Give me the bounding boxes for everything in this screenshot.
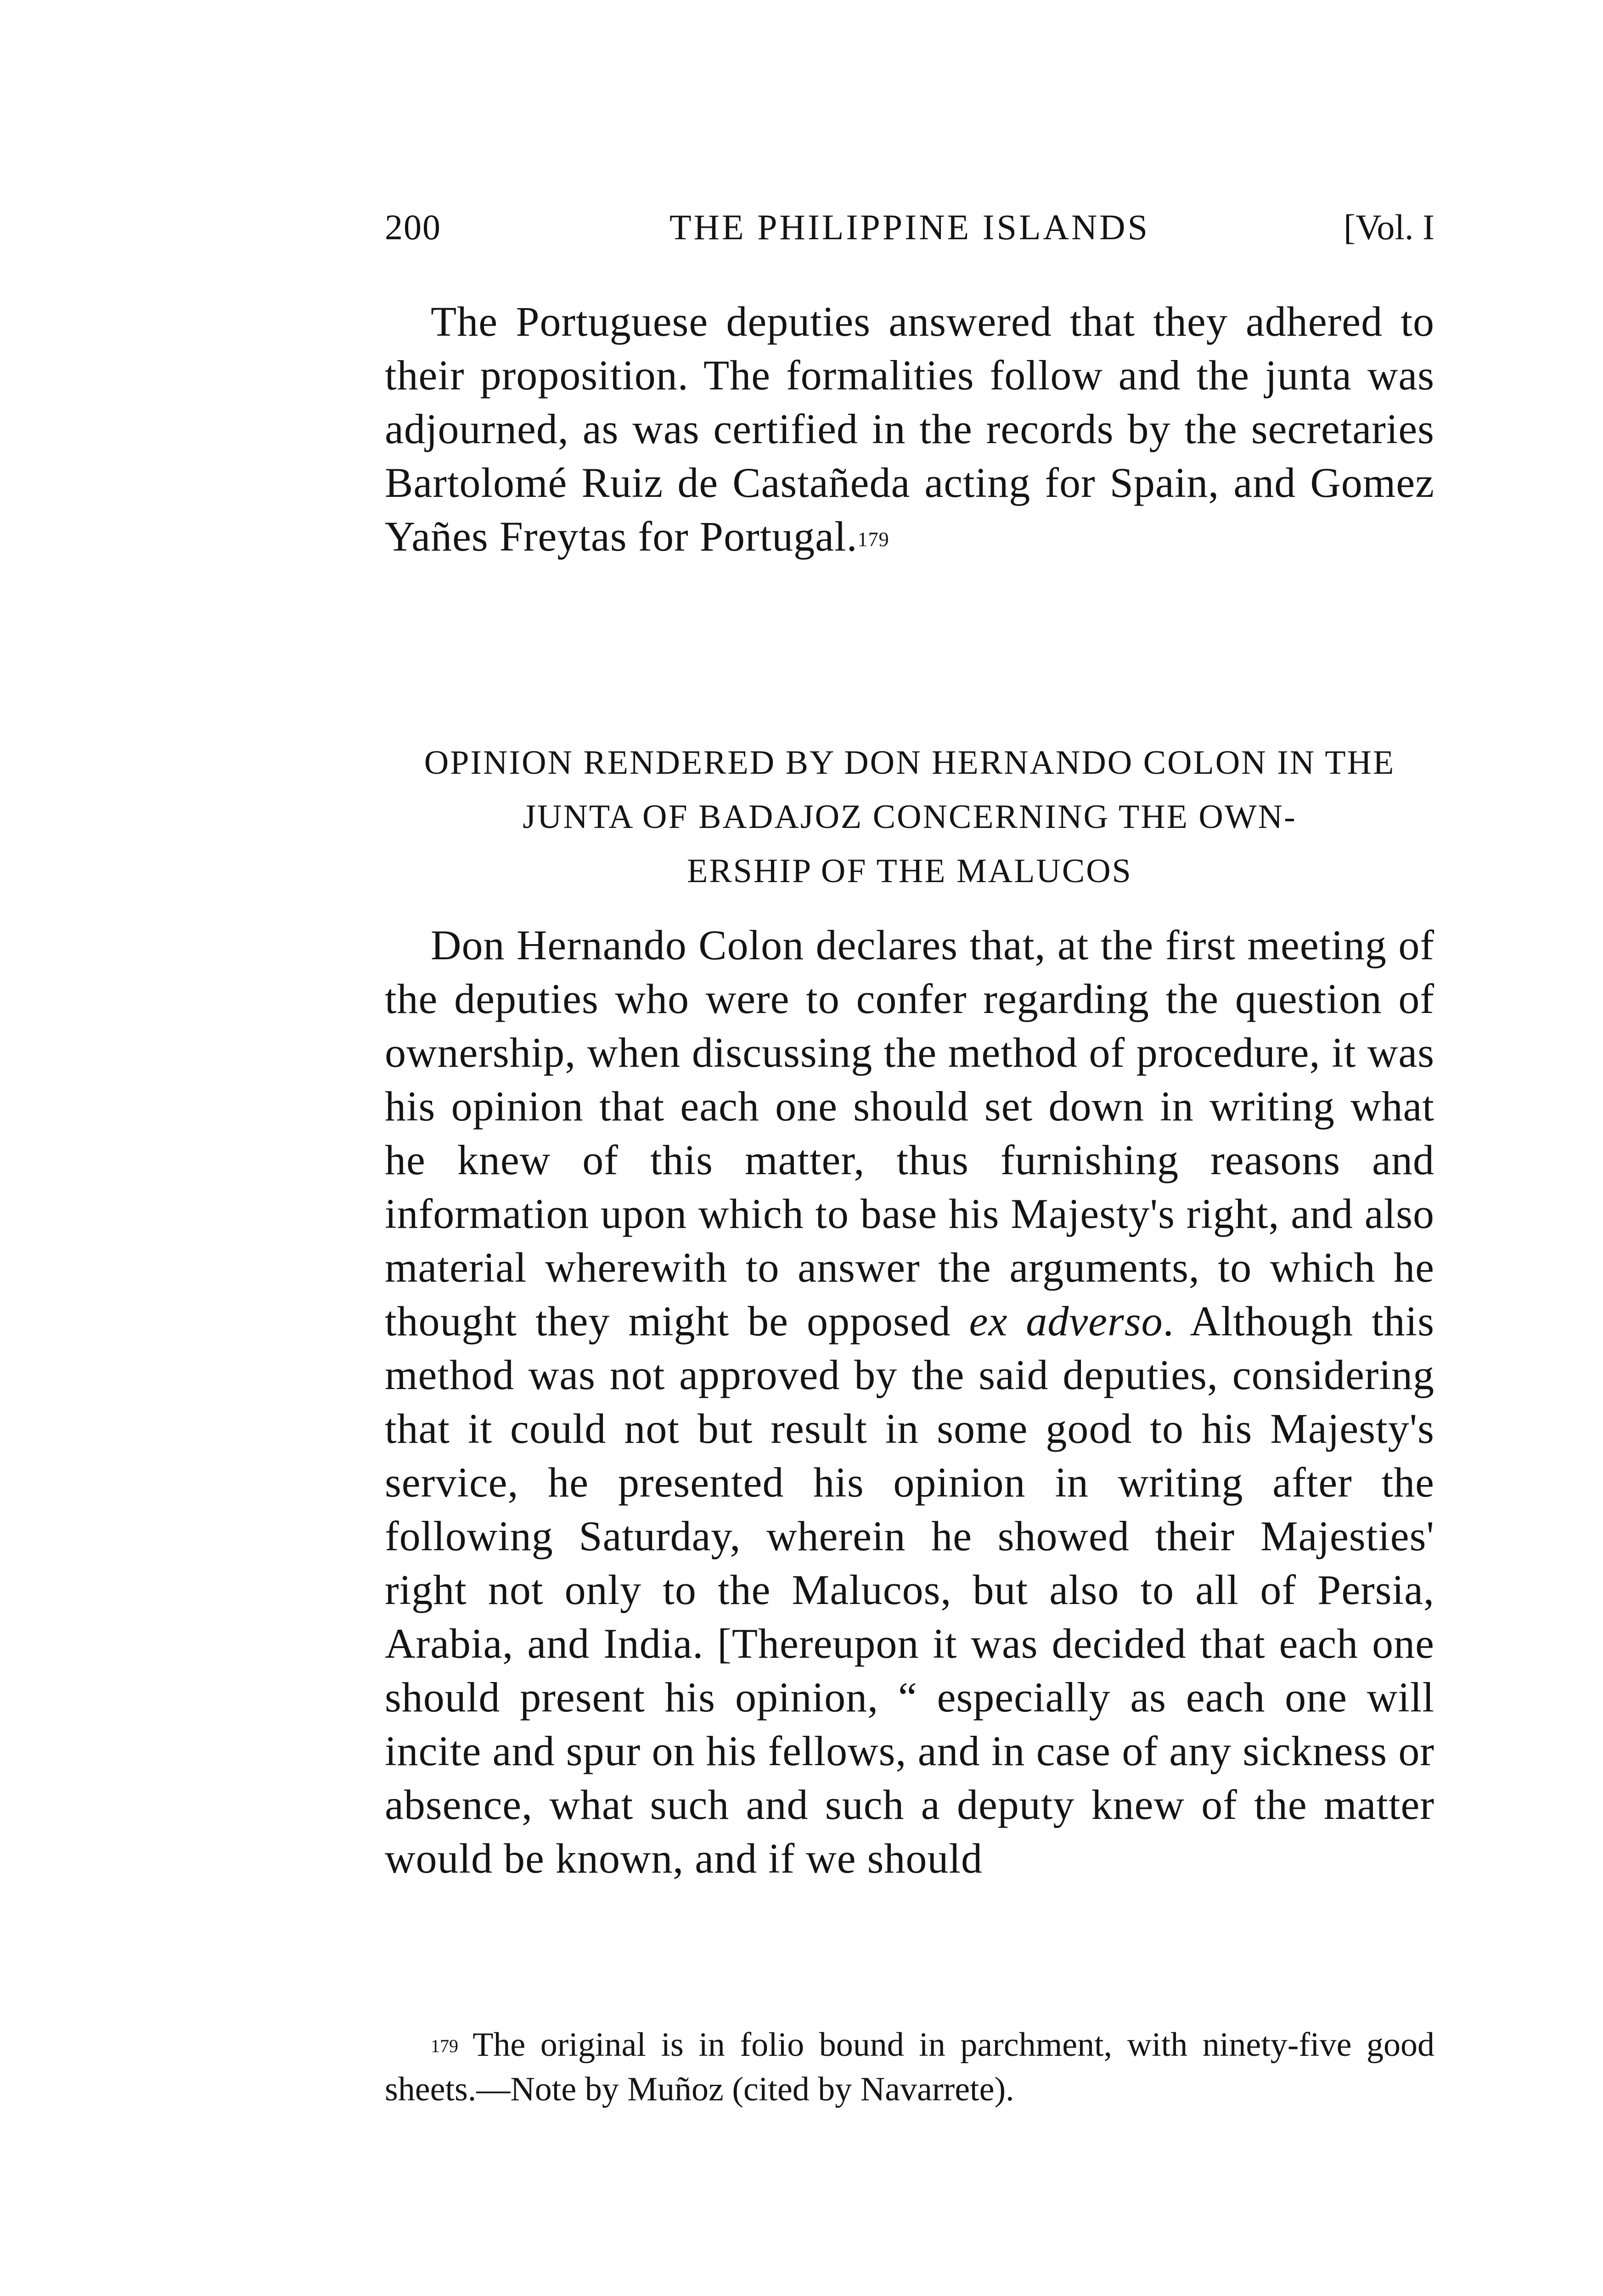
- latin-phrase: ex adverso: [969, 1298, 1163, 1345]
- running-head: [385, 202, 1434, 253]
- paragraph-portuguese-deputies: [385, 295, 1434, 563]
- footnote-reference: 179: [857, 528, 889, 551]
- footnote: [385, 2023, 1434, 2112]
- footnote-number: 179: [431, 2036, 458, 2056]
- heading-line: ERSHIP OF THE MALUCOS: [687, 852, 1132, 890]
- heading-line: OPINION RENDERED BY DON HERNANDO COLON IN THE: [424, 744, 1395, 782]
- page-number: 200: [385, 207, 441, 247]
- paragraph-text-continued: . Although this method was not approved by the said deputies, considering that it could not but result in some good to his Majesty's service, he presented his opinion in writing after the following Saturday, wherein he showed their Majesties' right not only to the Malucos, but also to all of Persia, Arabia, and India. [Thereupon it was decided that each one should present his opinion, “ especially as each one will incite and spur on his fellows, and in case of any sickness or absence, what such and such a deputy knew of the matter would be known, and if we should: [385, 1298, 1434, 1882]
- paragraph-text: The Portuguese deputies answered that they adhered to their proposition. The formalities follow and the junta was adjourned, as was certified in the records by the secretaries Bartolomé Ruiz de Castañeda acting for Spain, and Gomez Yañes Freytas for Portugal.: [385, 298, 1434, 560]
- footnote-text: The original is in folio bound in parchment, with ninety-five good sheets.—Note by Muñoz (cited by Navarrete).: [385, 2026, 1434, 2108]
- paragraph-text: Don Hernando Colon declares that, at the first meeting of the deputies who were to confer regarding the question of ownership, when discussing the method of procedure, it was his opinion that each one should set down in writing what he knew of this matter, thus furnishing reasons and information upon which to base his Majesty's right, and also material wherewith to answer the arguments, to which he thought they might be opposed: [385, 922, 1434, 1345]
- running-title: THE PHILIPPINE ISLANDS: [669, 207, 1150, 247]
- volume-label: [Vol. I: [1344, 207, 1434, 247]
- paragraph-colon-opinion: [385, 918, 1434, 1885]
- heading-line: JUNTA OF BADAJOZ CONCERNING THE OWN-: [523, 798, 1297, 836]
- section-heading: [385, 736, 1434, 898]
